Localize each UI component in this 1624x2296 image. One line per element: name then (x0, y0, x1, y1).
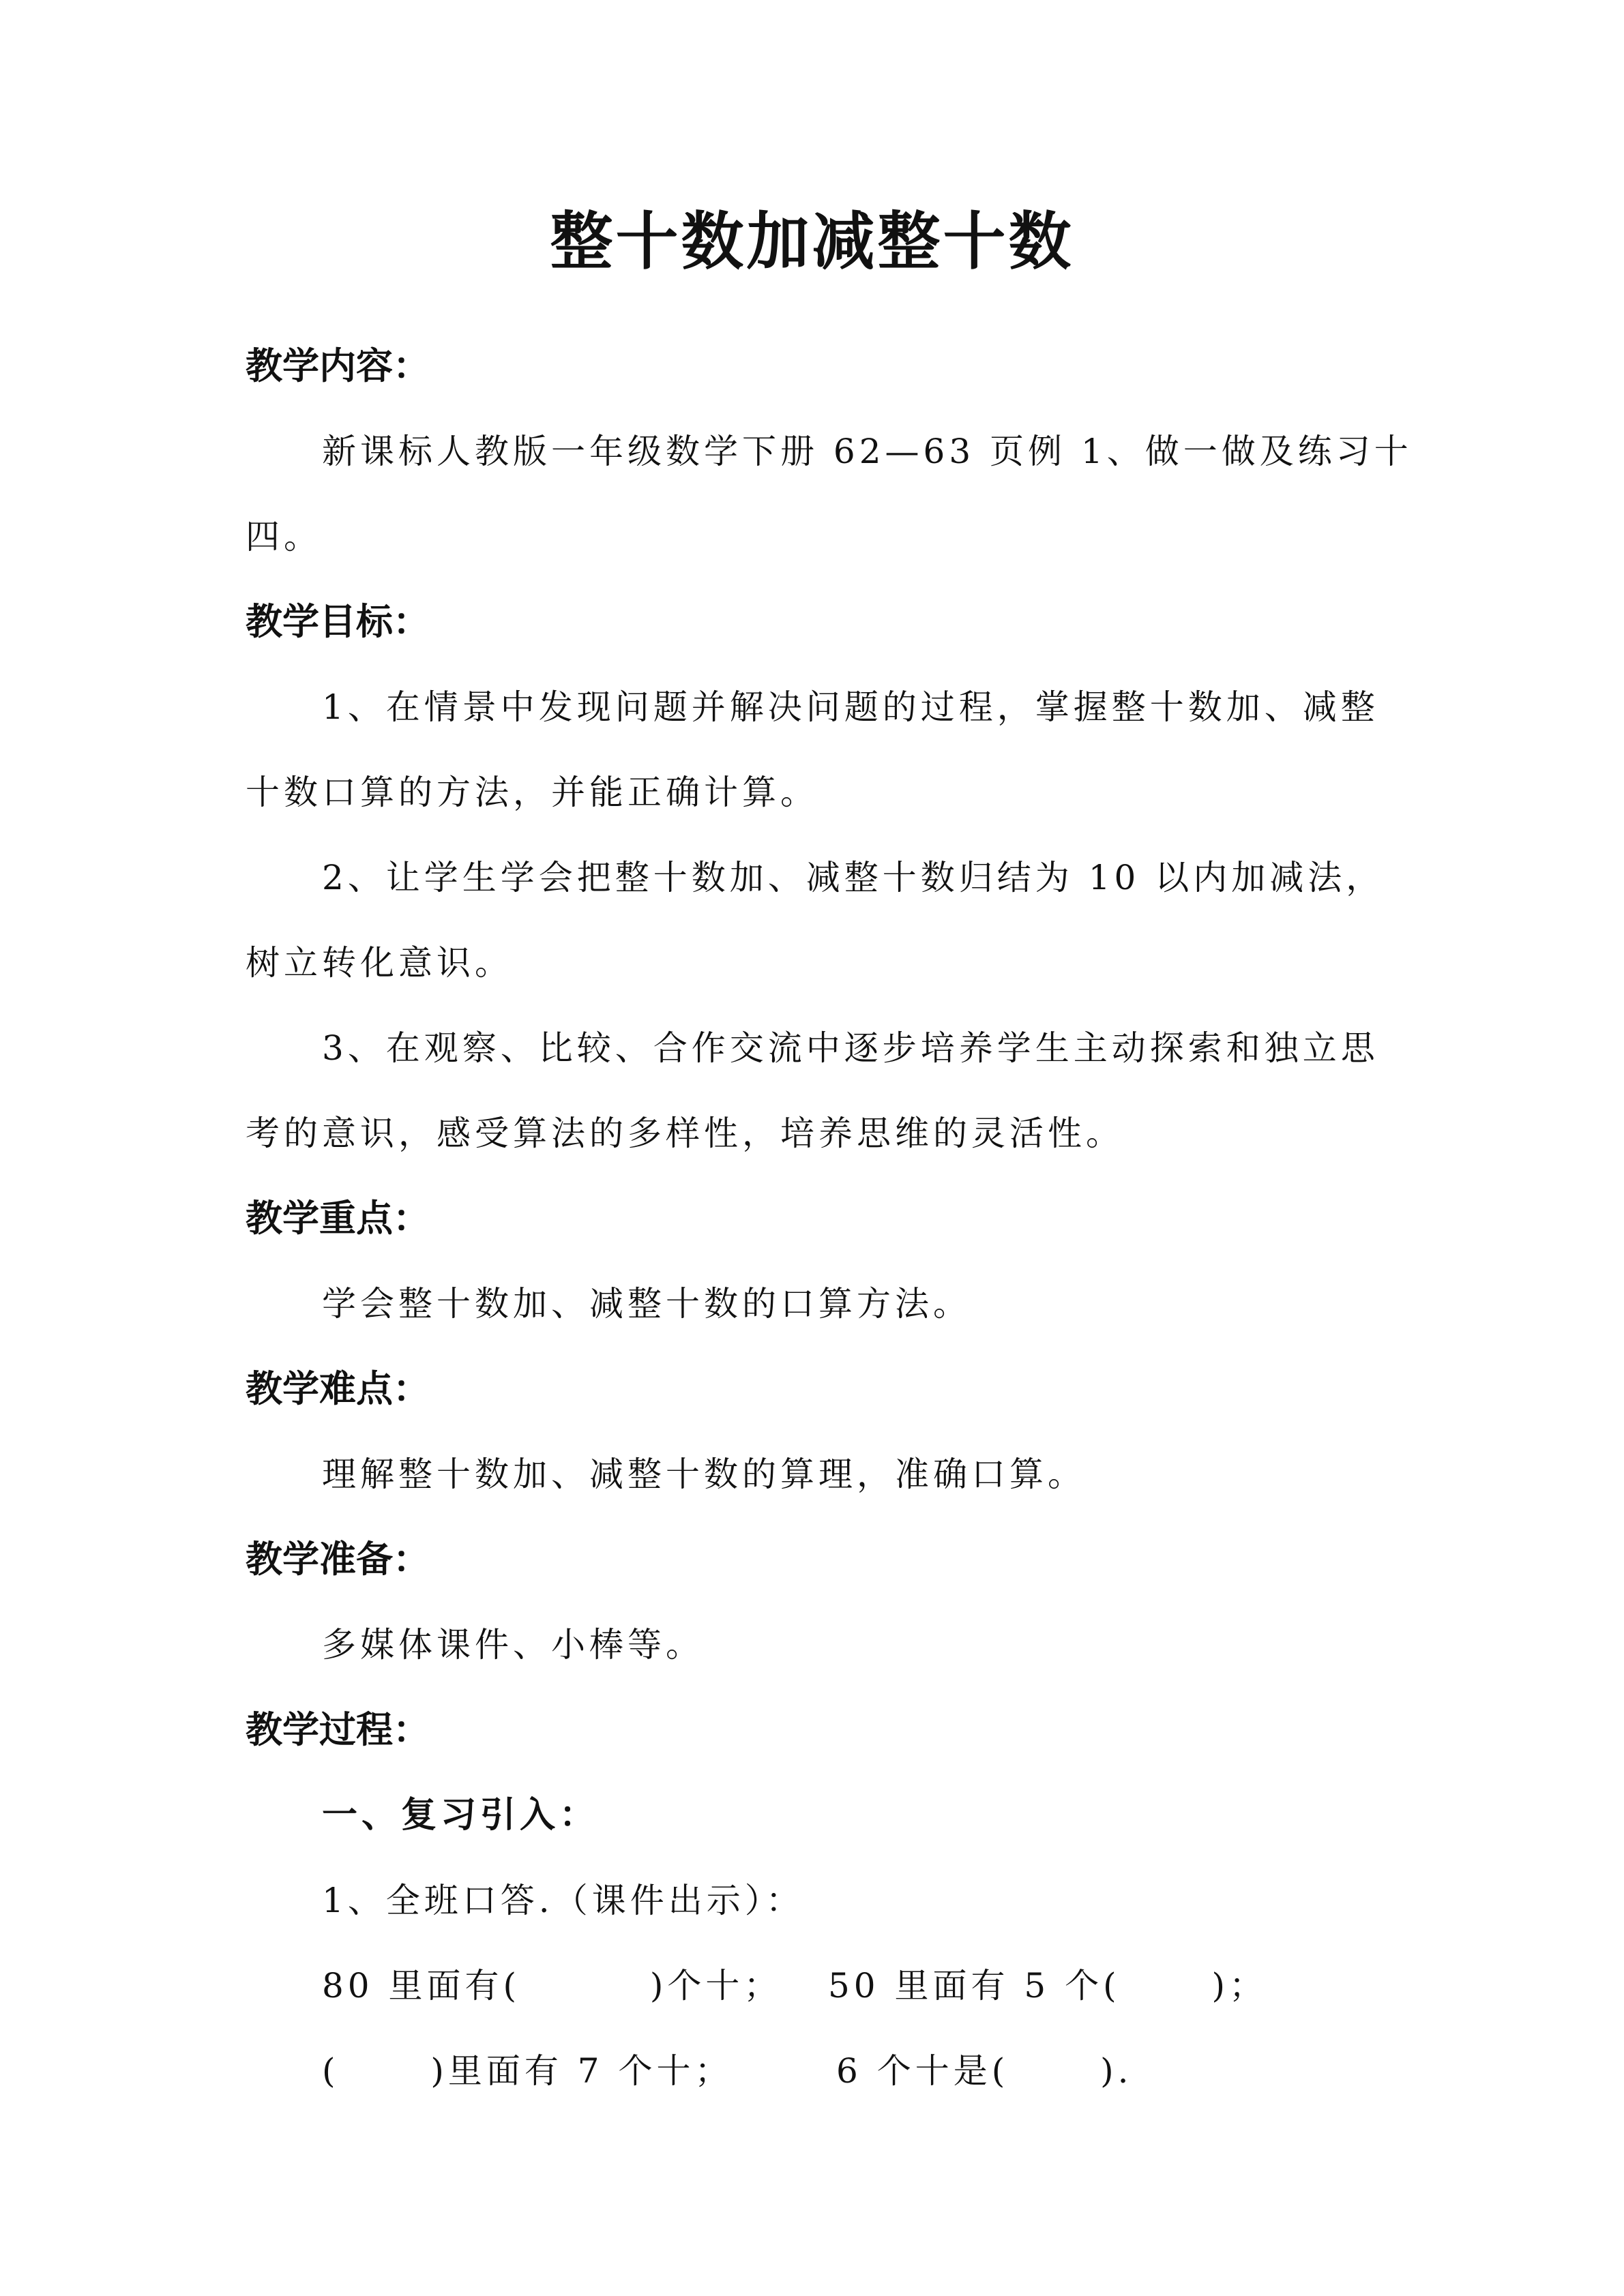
goal-3-line-1: 3、在观察、比较、合作交流中逐步培养学生主动探索和独立思 (322, 1028, 1379, 1068)
step-1-question: 1、全班口答.（课件出示）： (322, 1881, 804, 1920)
goal-3-line-2: 考的意识，感受算法的多样性，培养思维的灵活性。 (246, 1114, 1124, 1153)
goal-2-line-2: 树立转化意识。 (246, 943, 513, 983)
heading-key-points: 教学重点： (246, 1197, 430, 1240)
heading-goals: 教学目标： (246, 600, 430, 643)
goal-1-line-1: 1、在情景中发现问题并解决问题的过程，掌握整十数加、减整 (322, 687, 1379, 727)
key-points-text: 学会整十数加、减整十数的口算方法。 (322, 1284, 971, 1324)
goal-2-line-1: 2、让学生学会把整十数加、减整十数归结为 10 以内加减法， (322, 858, 1385, 897)
step-1-heading: 一、复习引入： (322, 1795, 600, 1836)
heading-process: 教学过程： (246, 1708, 430, 1751)
heading-content: 教学内容： (246, 344, 430, 387)
content-line-2: 四。 (246, 517, 322, 556)
goal-1-line-2: 十数口算的方法，并能正确计算。 (246, 773, 818, 812)
fill-blank-1b: 50 里面有 5 个( )； (828, 1966, 1268, 2006)
content-line-1: 新课标人教版一年级数学下册 62—63 页例 1、做一做及练习十 (322, 432, 1413, 471)
difficulties-text: 理解整十数加、减整十数的算理，准确口算。 (322, 1455, 1086, 1494)
fill-blank-1a: 80 里面有( )个十； (322, 1966, 782, 2006)
fill-blank-2a: ( )里面有 7 个十； (322, 2051, 733, 2091)
preparation-text: 多媒体课件、小棒等。 (322, 1625, 704, 1665)
page-title: 整十数加减整十数 (550, 205, 1074, 278)
heading-difficulties: 教学难点： (246, 1367, 430, 1410)
fill-blank-2b: 6 个十是( ). (836, 2051, 1133, 2091)
heading-preparation: 教学准备： (246, 1538, 430, 1581)
